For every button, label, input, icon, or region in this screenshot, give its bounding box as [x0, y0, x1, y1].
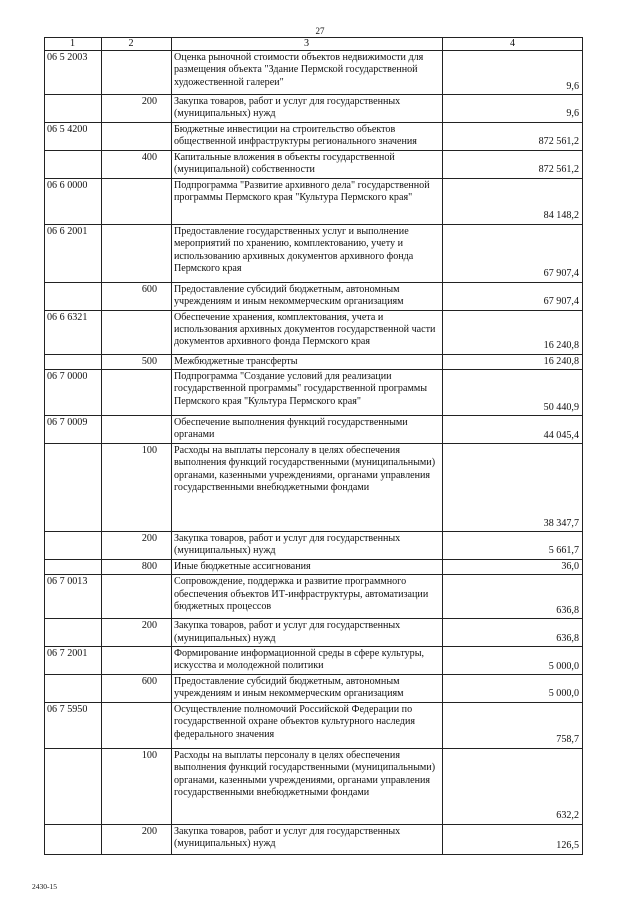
row-amount: 84 148,2 [443, 178, 583, 224]
row-name: Расходы на выплаты персоналу в целях обеспечения выполнения функций государственными (муниципальными) органами, казенными учреждениями, органами управления государственными внебюджетными фондами [172, 444, 443, 532]
table-row [45, 95, 583, 123]
row-expense-type: 200 [102, 532, 172, 560]
row-expense-type [102, 702, 172, 748]
row-amount: 16 240,8 [443, 310, 583, 354]
row-expense-type: 800 [102, 559, 172, 574]
row-code: 06 7 0000 [45, 370, 102, 416]
row-name: Капитальные вложения в объекты государственной (муниципальной) собственности [172, 150, 443, 178]
table-row [45, 370, 583, 416]
row-code [45, 619, 102, 647]
row-expense-type [102, 51, 172, 95]
row-name: Предоставление субсидий бюджетным, автономным учреждениям и иным некоммерческим организациям [172, 282, 443, 310]
row-amount: 38 347,7 [443, 444, 583, 532]
row-amount: 872 561,2 [443, 122, 583, 150]
table-row [45, 559, 583, 574]
row-expense-type [102, 122, 172, 150]
row-amount: 126,5 [443, 824, 583, 854]
table-body [45, 38, 583, 855]
row-name: Расходы на выплаты персоналу в целях обеспечения выполнения функций государственными (муниципальными) органами, казенными учреждениями, органами управления государственными внебюджетными фондами [172, 748, 443, 824]
document-code: 2430-15 [32, 882, 57, 891]
row-code [45, 824, 102, 854]
row-amount: 16 240,8 [443, 354, 583, 369]
row-amount: 872 561,2 [443, 150, 583, 178]
row-expense-type [102, 647, 172, 675]
row-amount: 632,2 [443, 748, 583, 824]
table-row [45, 282, 583, 310]
row-code: 06 7 2001 [45, 647, 102, 675]
row-name: Предоставление государственных услуг и выполнение мероприятий по хранению, комплектованию, учету и использованию архивных документов архивного фонда Пермского края [172, 224, 443, 282]
row-name: Обеспечение выполнения функций государственными органами [172, 416, 443, 444]
table-row [45, 675, 583, 703]
row-expense-type [102, 310, 172, 354]
row-code: 06 7 5950 [45, 702, 102, 748]
row-amount: 5 000,0 [443, 675, 583, 703]
header-col-1: 1 [45, 38, 102, 51]
row-amount: 9,6 [443, 95, 583, 123]
table-row [45, 310, 583, 354]
row-expense-type: 100 [102, 748, 172, 824]
row-code [45, 354, 102, 369]
row-expense-type: 400 [102, 150, 172, 178]
header-col-2: 2 [102, 38, 172, 51]
row-name: Закупка товаров, работ и услуг для государственных (муниципальных) нужд [172, 95, 443, 123]
row-amount: 5 661,7 [443, 532, 583, 560]
row-expense-type [102, 575, 172, 619]
row-expense-type: 200 [102, 824, 172, 854]
row-expense-type [102, 178, 172, 224]
header-col-3: 3 [172, 38, 443, 51]
table-row [45, 224, 583, 282]
table-row [45, 619, 583, 647]
row-name: Формирование информационной среды в сфере культуры, искусства и молодежной политики [172, 647, 443, 675]
row-code: 06 6 2001 [45, 224, 102, 282]
row-code [45, 150, 102, 178]
table-row [45, 532, 583, 560]
page-number: 27 [315, 26, 325, 36]
table-row [45, 122, 583, 150]
row-code [45, 748, 102, 824]
table-row [45, 702, 583, 748]
row-name: Закупка товаров, работ и услуг для государственных (муниципальных) нужд [172, 532, 443, 560]
table-row [45, 824, 583, 854]
row-amount: 67 907,4 [443, 282, 583, 310]
row-name: Предоставление субсидий бюджетным, автономным учреждениям и иным некоммерческим организациям [172, 675, 443, 703]
row-name: Оценка рыночной стоимости объектов недвижимости для размещения объекта "Здание Пермской государственной художественной галереи" [172, 51, 443, 95]
row-code: 06 6 6321 [45, 310, 102, 354]
row-expense-type: 600 [102, 675, 172, 703]
row-code [45, 95, 102, 123]
row-code [45, 282, 102, 310]
table-row [45, 354, 583, 369]
row-code [45, 444, 102, 532]
table-row [45, 178, 583, 224]
row-expense-type: 500 [102, 354, 172, 369]
row-name: Бюджетные инвестиции на строительство объектов общественной инфраструктуры регионального значения [172, 122, 443, 150]
row-name: Закупка товаров, работ и услуг для государственных (муниципальных) нужд [172, 619, 443, 647]
budget-table [44, 37, 583, 855]
row-expense-type: 600 [102, 282, 172, 310]
row-code: 06 6 0000 [45, 178, 102, 224]
row-code: 06 7 0013 [45, 575, 102, 619]
row-code: 06 7 0009 [45, 416, 102, 444]
table-row [45, 416, 583, 444]
table-row [45, 51, 583, 95]
row-code: 06 5 2003 [45, 51, 102, 95]
row-expense-type: 100 [102, 444, 172, 532]
row-amount: 9,6 [443, 51, 583, 95]
row-code [45, 532, 102, 560]
row-name: Сопровождение, поддержка и развитие программного обеспечения объектов ИТ-инфраструктуры, автоматизации бюджетных процессов [172, 575, 443, 619]
row-name: Подпрограмма "Создание условий для реализации государственной программы" государственной программы Пермского края "Культура Пермского края" [172, 370, 443, 416]
row-amount: 758,7 [443, 702, 583, 748]
row-expense-type [102, 224, 172, 282]
row-expense-type [102, 370, 172, 416]
table-row [45, 647, 583, 675]
row-amount: 50 440,9 [443, 370, 583, 416]
row-code [45, 675, 102, 703]
row-amount: 636,8 [443, 619, 583, 647]
row-code: 06 5 4200 [45, 122, 102, 150]
table-row [45, 748, 583, 824]
row-name: Иные бюджетные ассигнования [172, 559, 443, 574]
table-row [45, 575, 583, 619]
table-row [45, 444, 583, 532]
row-name: Межбюджетные трансферты [172, 354, 443, 369]
row-amount: 44 045,4 [443, 416, 583, 444]
row-amount: 67 907,4 [443, 224, 583, 282]
table-row [45, 150, 583, 178]
header-col-4: 4 [443, 38, 583, 51]
row-expense-type [102, 416, 172, 444]
row-name: Подпрограмма "Развитие архивного дела" государственной программы Пермского края "Культура Пермского края" [172, 178, 443, 224]
row-amount: 36,0 [443, 559, 583, 574]
row-name: Осуществление полномочий Российской Федерации по государственной охране объектов культурного наследия федерального значения [172, 702, 443, 748]
row-code [45, 559, 102, 574]
row-name: Обеспечение хранения, комплектования, учета и использования архивных документов государственной части документов архивного фонда Пермского края [172, 310, 443, 354]
row-expense-type: 200 [102, 619, 172, 647]
row-name: Закупка товаров, работ и услуг для государственных (муниципальных) нужд [172, 824, 443, 854]
row-expense-type: 200 [102, 95, 172, 123]
row-amount: 5 000,0 [443, 647, 583, 675]
table-header-row [45, 38, 583, 51]
row-amount: 636,8 [443, 575, 583, 619]
